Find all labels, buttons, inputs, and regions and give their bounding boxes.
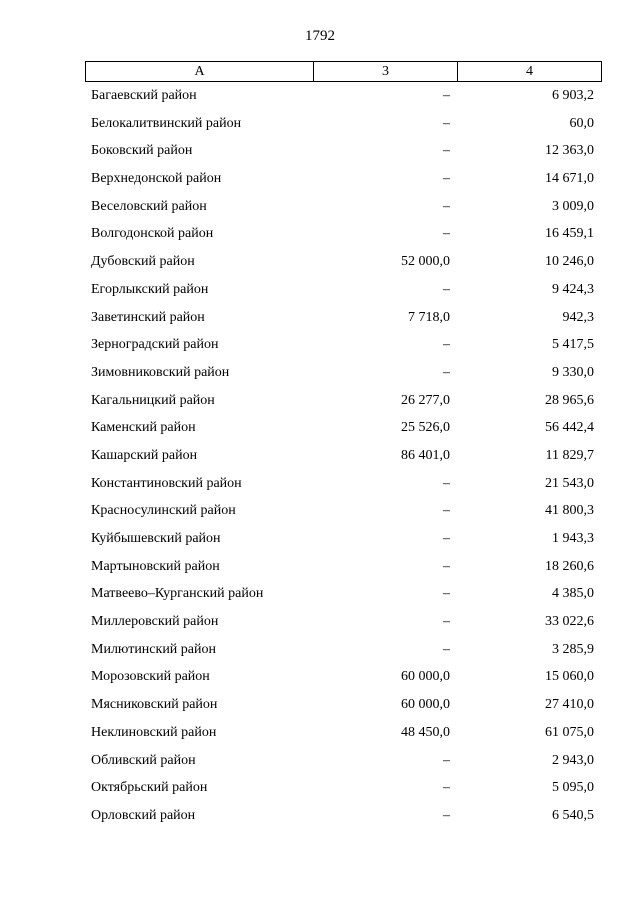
column-4-value: 2 943,0 xyxy=(552,752,594,768)
table-header xyxy=(85,61,602,82)
header-col-4: 4 xyxy=(458,62,602,82)
district-name: Багаевский район xyxy=(91,88,197,103)
district-name: Куйбышевский район xyxy=(91,531,221,546)
column-3-value: – xyxy=(443,641,450,657)
column-3-value: – xyxy=(443,614,450,630)
column-3-value: – xyxy=(443,88,450,103)
column-4-value: 3 009,0 xyxy=(552,198,594,214)
column-4-value: 61 075,0 xyxy=(545,724,594,740)
column-3-value: 7 718,0 xyxy=(408,309,450,325)
district-name: Октябрьский район xyxy=(91,780,208,796)
column-3-value: – xyxy=(443,531,450,546)
table-row xyxy=(0,361,640,389)
table-body xyxy=(0,84,640,832)
district-name: Миллеровский район xyxy=(91,614,219,630)
column-4-value: 5 417,5 xyxy=(552,337,594,353)
table-row xyxy=(0,776,640,804)
header-col-a: А xyxy=(86,62,314,82)
column-3-value: 60 000,0 xyxy=(401,697,450,713)
table-row xyxy=(0,195,640,223)
district-name: Кагальницкий район xyxy=(91,392,215,408)
table-row xyxy=(0,222,640,250)
table-row xyxy=(0,416,640,444)
column-3-value: 48 450,0 xyxy=(401,724,450,740)
district-name: Белокалитвинский район xyxy=(91,115,242,131)
column-3-value: – xyxy=(443,558,450,574)
table-row xyxy=(0,167,640,195)
table-row xyxy=(0,721,640,749)
column-3-value: – xyxy=(443,337,450,353)
column-3-value: – xyxy=(443,115,450,131)
column-4-value: 21 543,0 xyxy=(545,475,594,491)
table-row xyxy=(0,582,640,610)
column-4-value: 56 442,4 xyxy=(545,420,594,436)
district-name: Мясниковский район xyxy=(91,697,218,713)
column-4-value: 41 800,3 xyxy=(545,503,594,519)
column-3-value: 52 000,0 xyxy=(401,254,450,270)
column-4-value: 14 671,0 xyxy=(545,171,594,187)
district-name: Веселовский район xyxy=(91,198,207,214)
table-row xyxy=(0,804,640,832)
district-name: Волгодонской район xyxy=(91,226,214,242)
column-4-value: 1 943,3 xyxy=(552,531,594,546)
table-row xyxy=(0,278,640,306)
district-name: Красносулинский район xyxy=(91,503,236,519)
column-4-value: 6 540,5 xyxy=(552,807,594,823)
table-row xyxy=(0,749,640,777)
column-4-value: 60,0 xyxy=(569,115,594,131)
table-row xyxy=(0,610,640,638)
district-name: Матвеево–Курганский район xyxy=(91,586,264,602)
column-3-value: – xyxy=(443,780,450,796)
column-3-value: – xyxy=(443,171,450,187)
column-3-value: 25 526,0 xyxy=(401,420,450,436)
column-3-value: – xyxy=(443,364,450,380)
district-name: Обливский район xyxy=(91,752,196,768)
district-name: Дубовский район xyxy=(91,254,195,270)
column-3-value: 26 277,0 xyxy=(401,392,450,408)
district-name: Егорлыкский район xyxy=(91,281,209,297)
table-row xyxy=(0,555,640,583)
column-3-value: 60 000,0 xyxy=(401,669,450,685)
column-3-value: – xyxy=(443,143,450,159)
district-name: Кашарский район xyxy=(91,447,198,463)
header-col-3: 3 xyxy=(314,62,458,82)
table-row xyxy=(0,306,640,334)
table-row xyxy=(0,139,640,167)
district-name: Константиновский район xyxy=(91,475,242,491)
page-number: 1792 xyxy=(305,28,335,44)
table-row xyxy=(0,250,640,278)
column-4-value: 5 095,0 xyxy=(552,780,594,796)
table-row xyxy=(0,693,640,721)
district-name: Зимовниковский район xyxy=(91,364,230,380)
district-name: Орловский район xyxy=(91,807,196,823)
district-name: Заветинский район xyxy=(91,309,205,325)
column-4-value: 16 459,1 xyxy=(545,226,594,242)
column-3-value: – xyxy=(443,752,450,768)
column-4-value: 10 246,0 xyxy=(545,254,594,270)
district-name: Верхнедонской район xyxy=(91,171,222,187)
column-4-value: 9 424,3 xyxy=(552,281,594,297)
table-row xyxy=(0,638,640,666)
column-4-value: 4 385,0 xyxy=(552,586,594,602)
column-4-value: 11 829,7 xyxy=(545,447,594,463)
column-3-value: – xyxy=(443,807,450,823)
column-3-value: – xyxy=(443,198,450,214)
column-4-value: 6 903,2 xyxy=(552,88,594,103)
table-row xyxy=(0,84,640,112)
column-4-value: 28 965,6 xyxy=(545,392,594,408)
column-3-value: – xyxy=(443,226,450,242)
district-name: Каменский район xyxy=(91,420,196,436)
column-4-value: 33 022,6 xyxy=(545,614,594,630)
table-row xyxy=(0,333,640,361)
column-4-value: 9 330,0 xyxy=(552,364,594,380)
table-row xyxy=(0,665,640,693)
column-4-value: 18 260,6 xyxy=(545,558,594,574)
column-3-value: 86 401,0 xyxy=(401,447,450,463)
table-row xyxy=(0,472,640,500)
column-4-value: 942,3 xyxy=(562,309,594,325)
column-4-value: 27 410,0 xyxy=(545,697,594,713)
district-name: Боковский район xyxy=(91,143,193,159)
table-row xyxy=(0,389,640,417)
district-name: Милютинский район xyxy=(91,641,217,657)
district-name: Зерноградский район xyxy=(91,337,219,353)
table-row xyxy=(0,112,640,140)
table-row xyxy=(0,527,640,555)
column-4-value: 3 285,9 xyxy=(552,641,594,657)
table-row xyxy=(0,444,640,472)
district-name: Неклиновский район xyxy=(91,724,217,740)
district-name: Мартыновский район xyxy=(91,558,220,574)
column-4-value: 12 363,0 xyxy=(545,143,594,159)
table-row xyxy=(0,499,640,527)
column-4-value: 15 060,0 xyxy=(545,669,594,685)
column-3-value: – xyxy=(443,586,450,602)
header-row xyxy=(86,62,602,82)
column-3-value: – xyxy=(443,281,450,297)
column-3-value: – xyxy=(443,475,450,491)
district-name: Морозовский район xyxy=(91,669,210,685)
column-3-value: – xyxy=(443,503,450,519)
